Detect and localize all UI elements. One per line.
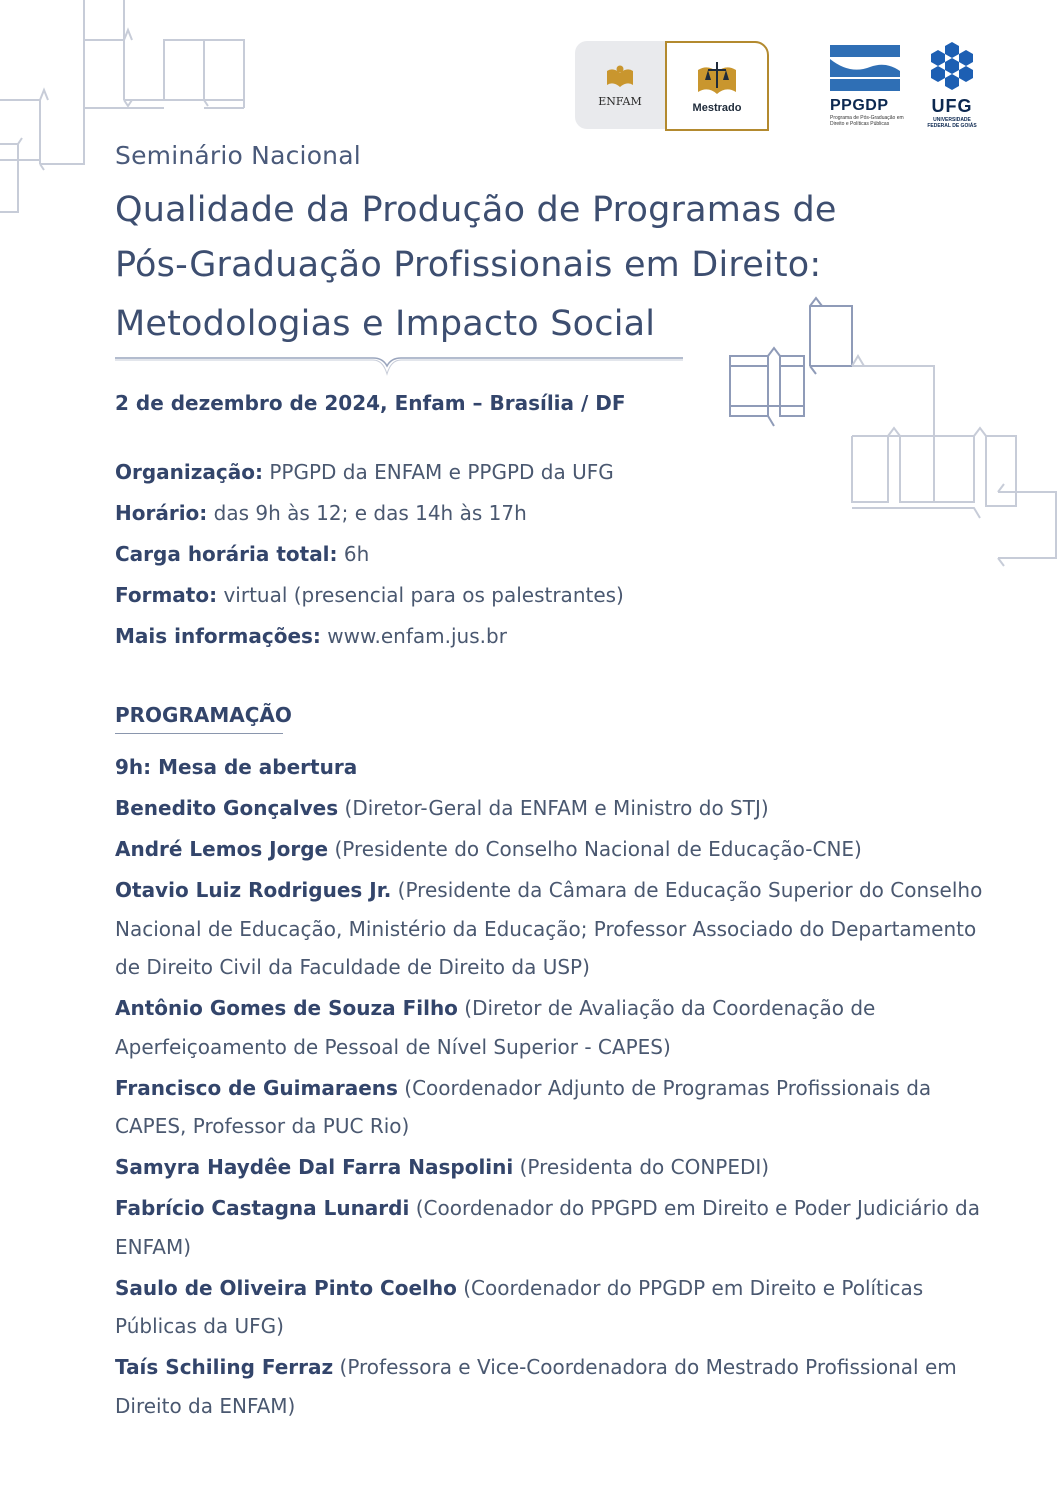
info-value: virtual (presencial para os palestrantes)	[217, 583, 624, 607]
speaker-role: (Diretor de Avaliação da Coordenação de Aperfeiçoamento de Pessoal de Nível Superior - CAPES)	[115, 996, 876, 1059]
info-label: Carga horária total:	[115, 542, 338, 566]
speaker-name: Antônio Gomes de Souza Filho	[115, 996, 458, 1020]
info-row-workload	[115, 534, 624, 575]
speaker-name: Francisco de Guimaraens	[115, 1075, 398, 1100]
info-row-organization	[115, 452, 624, 493]
info-row-schedule	[115, 493, 624, 534]
info-label: Horário:	[115, 501, 208, 525]
event-title	[115, 183, 895, 352]
event-title-line: Qualidade da Produção de Programas de	[115, 190, 837, 230]
ppgdp-logo-subtitle: Programa de Pós-Graduação em Direito e Políticas Públicas	[830, 115, 904, 127]
speaker-name: Otavio Luiz Rodrigues Jr.	[115, 878, 392, 902]
speaker-entry	[115, 789, 995, 828]
book-scales-icon	[694, 58, 740, 98]
speaker-role: (Presidenta do CONPEDI)	[513, 1155, 770, 1179]
speaker-name: Saulo de Oliveira Pinto Coelho	[115, 1275, 457, 1300]
speaker-role: (Presidente da Câmara de Educação Superior do Conselho Nacional de Educação, Ministério da Educação; Professor Associado do Departamento de Direito Civil da Faculdade de Direito da USP)	[115, 878, 983, 979]
speaker-role: (Presidente do Conselho Nacional de Educação-CNE)	[328, 837, 862, 861]
session-title: 9h: Mesa de abertura	[115, 755, 358, 779]
speaker-entry	[115, 830, 995, 869]
speaker-role: (Professora e Vice-Coordenadora do Mestrado Profissional em Direito da ENFAM)	[115, 1355, 957, 1418]
info-value: PPGPD da ENFAM e PPGPD da UFG	[263, 460, 614, 484]
speaker-name: Fabrício Castagna Lunardi	[115, 1196, 410, 1220]
ppgdp-logo	[830, 45, 904, 131]
speaker-name: Samyra Haydêe Dal Farra Naspolini	[115, 1155, 514, 1179]
ufg-logo-text: UFG	[931, 96, 973, 116]
event-title-line: Pós-Graduação Profissionais em Direito:	[115, 245, 822, 285]
info-label: Mais informações:	[115, 624, 321, 648]
event-title-line: Metodologias e Impacto Social	[115, 304, 656, 344]
info-value: 6h	[337, 542, 370, 566]
speaker-entry	[115, 1069, 995, 1146]
enfam-logo-text: ENFAM	[598, 94, 642, 108]
mestrado-logo-text: Mestrado	[692, 102, 742, 114]
speaker-role: (Diretor-Geral da ENFAM e Ministro do STJ)	[338, 796, 769, 820]
speaker-entry	[115, 1348, 995, 1425]
program-list	[115, 748, 995, 1428]
speaker-entry	[115, 871, 995, 987]
program-session	[115, 748, 995, 787]
speaker-role: (Coordenador Adjunto de Programas Profissionais da CAPES, Professor da PUC Rio)	[115, 1075, 932, 1138]
mestrado-logo	[665, 41, 769, 131]
ppgdp-emblem-icon	[830, 45, 900, 91]
speaker-entry	[115, 1148, 995, 1187]
program-heading: PROGRAMAÇÃO	[115, 703, 292, 727]
speaker-entry	[115, 1189, 995, 1266]
info-value: das 9h às 12; e das 14h às 17h	[207, 501, 527, 525]
event-date-location: 2 de dezembro de 2024, Enfam – Brasília / DF	[115, 391, 626, 415]
enfam-logo	[575, 41, 665, 129]
speaker-name: Taís Schiling Ferraz	[115, 1355, 334, 1379]
ufg-logo-subtitle: UNIVERSIDADE FEDERAL DE GOIÁS	[927, 117, 977, 129]
event-info	[115, 452, 624, 657]
ufg-hexagons-icon	[926, 40, 978, 92]
info-row-format	[115, 575, 624, 616]
ufg-logo	[924, 40, 980, 130]
speaker-name: André Lemos Jorge	[115, 837, 329, 861]
info-label: Formato:	[115, 583, 218, 607]
enfam-emblem-icon	[605, 63, 635, 89]
title-divider	[115, 352, 685, 386]
program-heading-underline	[115, 733, 283, 734]
info-value: www.enfam.jus.br	[320, 624, 507, 648]
speaker-role: (Coordenador do PPGPD em Direito e Poder Judiciário da ENFAM)	[115, 1196, 980, 1259]
speaker-name: Benedito Gonçalves	[115, 796, 339, 820]
event-kicker: Seminário Nacional	[115, 141, 361, 170]
info-row-more-info	[115, 616, 624, 657]
speaker-entry	[115, 1269, 995, 1346]
ppgdp-logo-text: PPGDP	[830, 97, 889, 114]
speaker-role: (Coordenador do PPGDP em Direito e Políticas Públicas da UFG)	[115, 1275, 924, 1338]
speaker-entry	[115, 989, 995, 1066]
info-label: Organização:	[115, 460, 263, 484]
